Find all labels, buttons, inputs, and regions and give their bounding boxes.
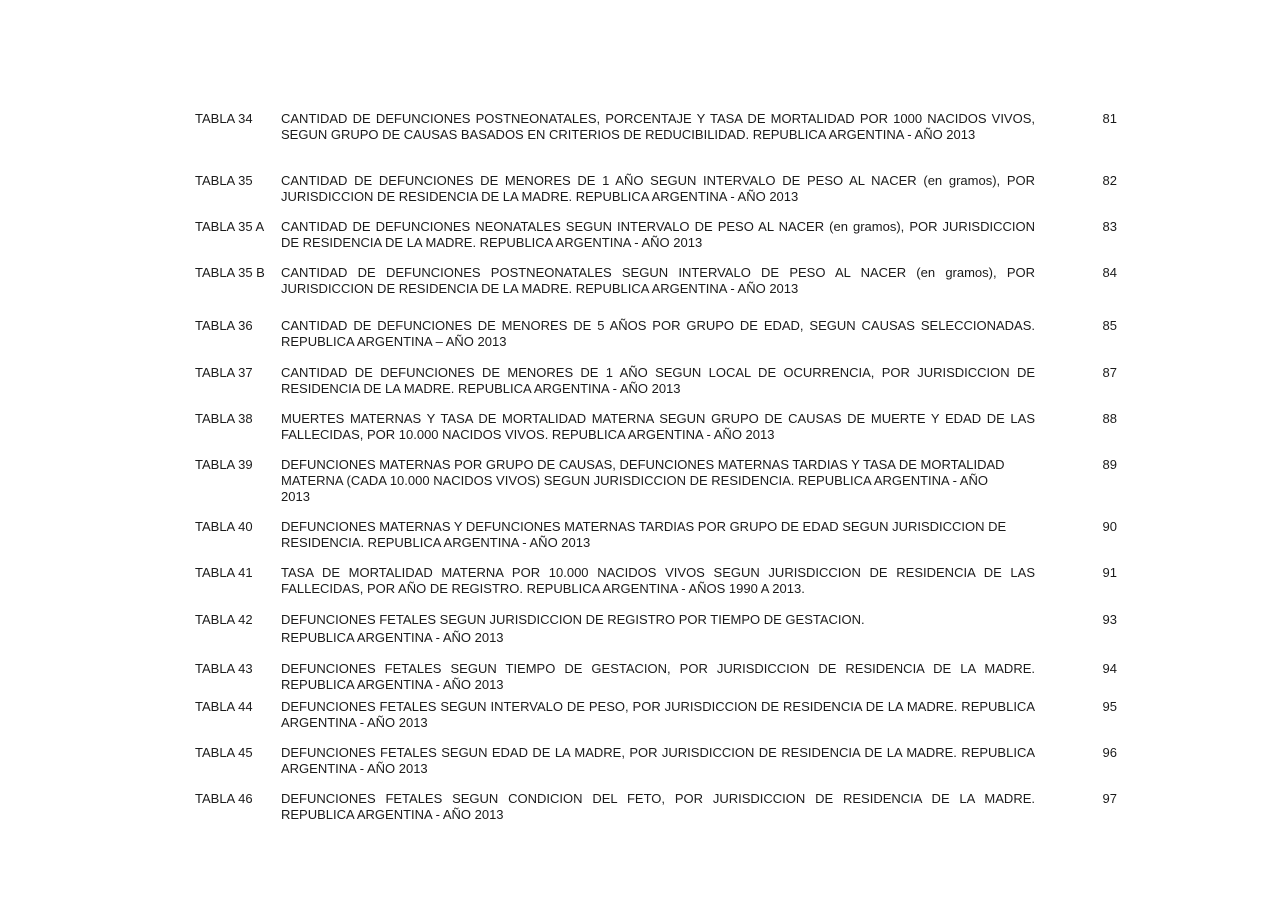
page-number: 84	[1102, 265, 1117, 280]
table-description: DEFUNCIONES FETALES SEGUN EDAD DE LA MADRE, POR JURISDICCION DE RESIDENCIA DE LA MADRE. REPUBLICA ARGENTINA - AÑO 2013	[281, 745, 1035, 776]
table-description: DEFUNCIONES FETALES SEGUN CONDICION DEL FETO, POR JURISDICCION DE RESIDENCIA DE LA MADRE. REPUBLICA ARGENTINA - AÑO 2013	[281, 791, 1035, 822]
table-label: TABLA 38	[195, 411, 253, 426]
table-description-line: REPUBLICA ARGENTINA - AÑO 2013	[281, 630, 504, 645]
table-description: CANTIDAD DE DEFUNCIONES POSTNEONATALES SEGUN INTERVALO DE PESO AL NACER (en gramos), POR JURISDICCION DE RESIDENCIA DE LA MADRE. REPUBLICA ARGENTINA - AÑO 2013	[281, 265, 1035, 296]
table-description: CANTIDAD DE DEFUNCIONES DE MENORES DE 1 AÑO SEGUN LOCAL DE OCURRENCIA, POR JURISDICCION DE RESIDENCIA DE LA MADRE. REPUBLICA ARGENTINA - AÑO 2013	[281, 365, 1035, 396]
table-description: DEFUNCIONES MATERNAS Y DEFUNCIONES MATERNAS TARDIAS POR GRUPO DE EDAD SEGUN JURISDICCION DE RESIDENCIA. REPUBLICA ARGENTINA - AÑO 2013	[281, 519, 1007, 550]
table-label: TABLA 34	[195, 111, 253, 126]
page-number: 87	[1102, 365, 1117, 380]
table-label: TABLA 42	[195, 612, 253, 627]
table-description: CANTIDAD DE DEFUNCIONES DE MENORES DE 1 AÑO SEGUN INTERVALO DE PESO AL NACER (en gramos), POR JURISDICCION DE RESIDENCIA DE LA MADRE. REPUBLICA ARGENTINA - AÑO 2013	[281, 173, 1035, 204]
page-number: 88	[1102, 411, 1117, 426]
table-label: TABLA 44	[195, 699, 253, 714]
table-label: TABLA 35 B	[195, 265, 265, 280]
page-number: 81	[1102, 111, 1117, 126]
table-label: TABLA 36	[195, 318, 253, 333]
table-description	[281, 612, 1035, 646]
table-label: TABLA 40	[195, 519, 253, 534]
table-description: DEFUNCIONES FETALES SEGUN TIEMPO DE GESTACION, POR JURISDICCION DE RESIDENCIA DE LA MADRE. REPUBLICA ARGENTINA - AÑO 2013	[281, 661, 1035, 692]
page-number: 91	[1102, 565, 1117, 580]
page-number: 85	[1102, 318, 1117, 333]
page-number: 93	[1102, 612, 1117, 627]
table-description: CANTIDAD DE DEFUNCIONES DE MENORES DE 5 AÑOS POR GRUPO DE EDAD, SEGUN CAUSAS SELECCIONADAS. REPUBLICA ARGENTINA – AÑO 2013	[281, 318, 1035, 349]
table-label: TABLA 43	[195, 661, 253, 676]
page-number: 90	[1102, 519, 1117, 534]
page-number: 95	[1102, 699, 1117, 714]
page-number: 82	[1102, 173, 1117, 188]
page-number: 89	[1102, 457, 1117, 472]
table-label: TABLA 35	[195, 173, 253, 188]
table-description-line: DEFUNCIONES FETALES SEGUN JURISDICCION DE REGISTRO POR TIEMPO DE GESTACION.	[281, 612, 865, 627]
table-description: TASA DE MORTALIDAD MATERNA POR 10.000 NACIDOS VIVOS SEGUN JURISDICCION DE RESIDENCIA DE LAS FALLECIDAS, POR AÑO DE REGISTRO. REPUBLICA ARGENTINA - AÑOS 1990 A 2013.	[281, 565, 1035, 596]
page-number: 94	[1102, 661, 1117, 676]
table-label: TABLA 39	[195, 457, 253, 472]
table-label: TABLA 35 A	[195, 219, 265, 234]
page-number: 96	[1102, 745, 1117, 760]
table-label: TABLA 45	[195, 745, 253, 760]
table-description: DEFUNCIONES MATERNAS POR GRUPO DE CAUSAS, DEFUNCIONES MATERNAS TARDIAS Y TASA DE MORTALIDAD MATERNA (CADA 10.000 NACIDOS VIVOS) SEGUN JURISDICCION DE RESIDENCIA. REPUBLICA ARGENTINA - AÑO 2013	[281, 457, 1005, 504]
table-label: TABLA 41	[195, 565, 253, 580]
table-description: CANTIDAD DE DEFUNCIONES NEONATALES SEGUN INTERVALO DE PESO AL NACER (en gramos), POR JURISDICCION DE RESIDENCIA DE LA MADRE. REPUBLICA ARGENTINA - AÑO 2013	[281, 219, 1035, 250]
page-number: 83	[1102, 219, 1117, 234]
table-label: TABLA 37	[195, 365, 253, 380]
table-description: DEFUNCIONES FETALES SEGUN INTERVALO DE PESO, POR JURISDICCION DE RESIDENCIA DE LA MADRE. REPUBLICA ARGENTINA - AÑO 2013	[281, 699, 1035, 730]
table-description: MUERTES MATERNAS Y TASA DE MORTALIDAD MATERNA SEGUN GRUPO DE CAUSAS DE MUERTE Y EDAD DE LAS FALLECIDAS, POR 10.000 NACIDOS VIVOS. REPUBLICA ARGENTINA - AÑO 2013	[281, 411, 1035, 442]
page-number: 97	[1102, 791, 1117, 806]
table-label: TABLA 46	[195, 791, 253, 806]
table-description: CANTIDAD DE DEFUNCIONES POSTNEONATALES, PORCENTAJE Y TASA DE MORTALIDAD POR 1000 NACIDOS VIVOS, SEGUN GRUPO DE CAUSAS BASADOS EN CRITERIOS DE REDUCIBILIDAD. REPUBLICA ARGENTINA - AÑO 2013	[281, 111, 1035, 142]
